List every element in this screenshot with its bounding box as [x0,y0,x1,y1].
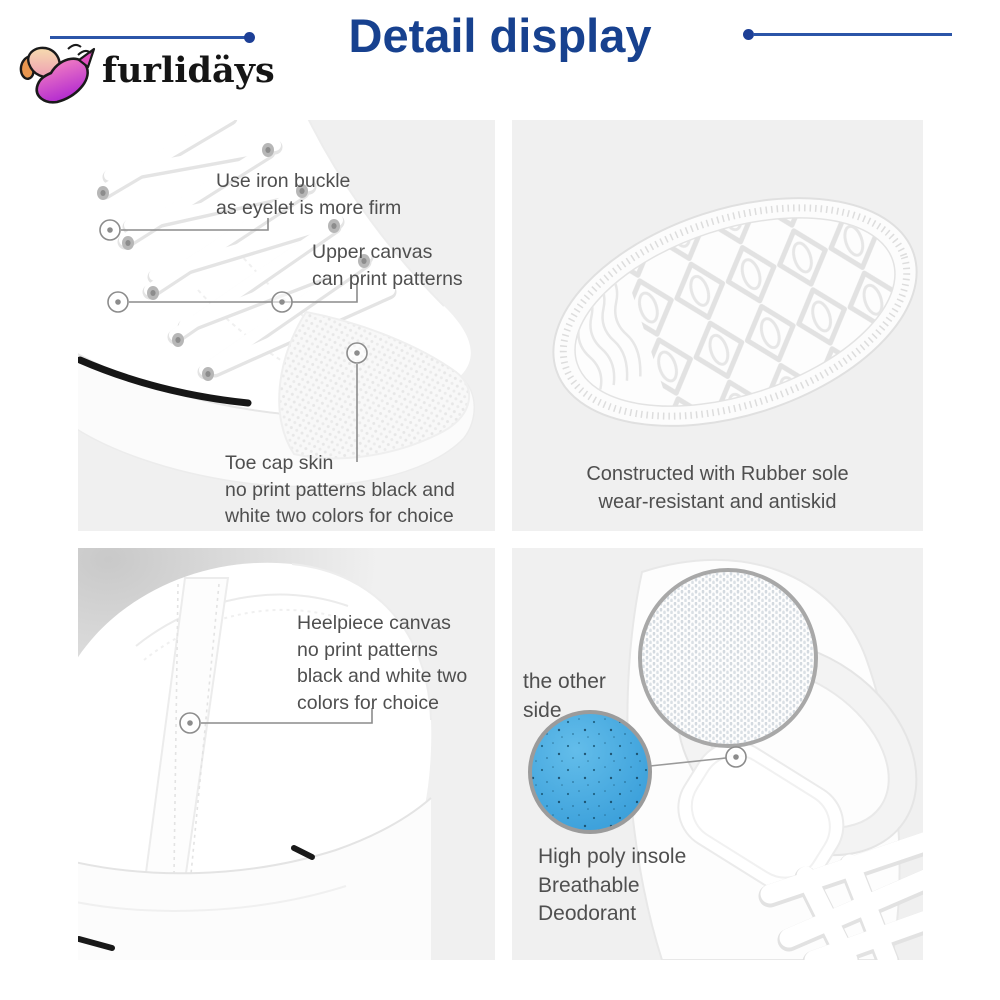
insole-zoom-top-circle [640,570,816,746]
panel-upper-detail [78,120,495,531]
caption-rubber-sole: Constructed with Rubber sole wear-resistant and antiskid [586,463,849,513]
note-toe-cap: Toe cap skin no print patterns black and white two colors for choice [225,452,455,528]
note-heelpiece: Heelpiece canvas no print patterns black and white two colors for choice [297,612,468,714]
caption-insole: High poly insole Breathable Deodorant [538,845,687,926]
callout-target-icon [726,747,746,767]
note-eyelet: Use iron buckle as eyelet is more firm [216,170,402,219]
callout-target-icon [180,713,200,733]
panel-insole-detail [512,548,923,960]
panel-sole-detail [512,120,923,531]
dog-logo-icon [16,42,104,106]
insole-zoom-bottom-circle [530,712,650,832]
note-upper-canvas: Upper canvas can print patterns [312,241,463,290]
label-other-side: the other side [523,670,606,722]
brand-name: furlidäys [102,50,275,91]
page-title: Detail display [348,9,652,62]
panel-heel-detail [78,548,495,960]
